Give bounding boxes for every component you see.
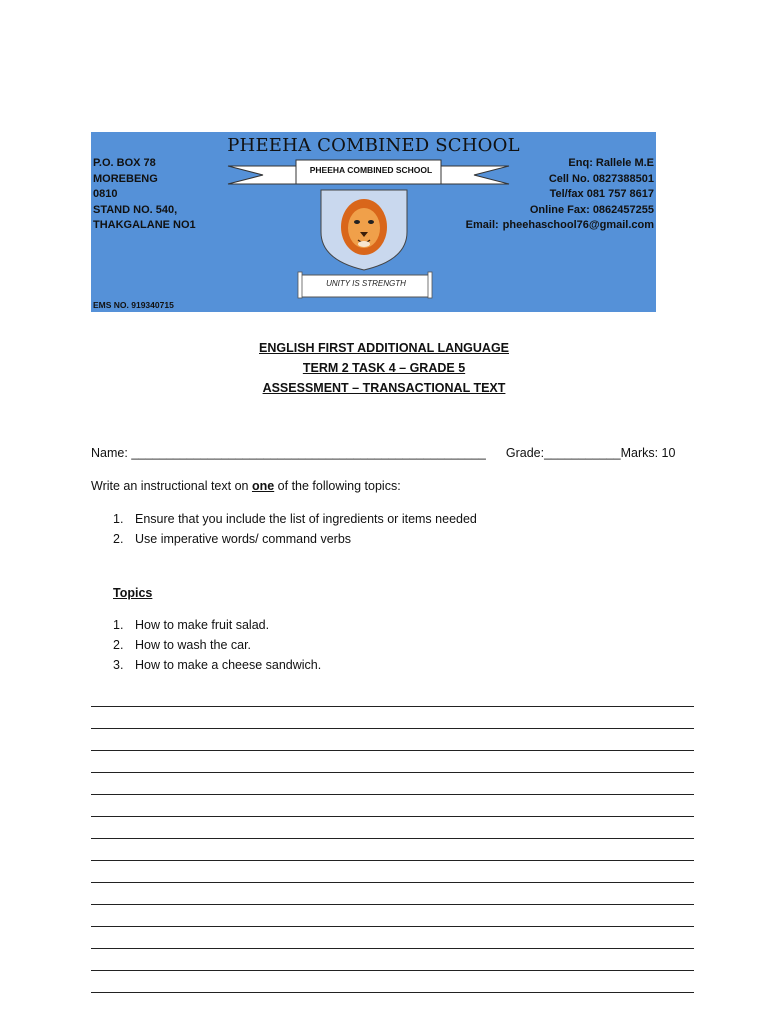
subject-heading: ENGLISH FIRST ADDITIONAL LANGUAGE [259,341,509,355]
student-details-row [91,446,675,460]
ems-number: EMS NO. 919340715 [93,300,174,310]
school-letterhead [91,132,656,312]
topic-item [113,658,321,672]
instruction-before: Write an instructional text on [91,479,252,493]
address-line: P.O. BOX 78 [93,157,156,169]
writing-line[interactable] [91,860,694,861]
name-label: Name: [91,446,128,460]
topic-text: How to make fruit salad. [135,618,270,632]
writing-line[interactable] [91,772,694,773]
school-title: PHEEHA COMBINED SCHOOL [227,135,520,156]
grade-field[interactable]: ___________ [544,446,621,460]
contact-line: Online Fax: 0862457255 [529,203,654,216]
marks-label: Marks: 10 [620,446,676,460]
writing-line[interactable] [91,728,694,729]
writing-line[interactable] [91,992,694,993]
list-number: 1. [113,618,124,632]
writing-line[interactable] [91,750,694,751]
school-address [93,156,196,234]
instruction-text [91,479,401,493]
term-heading: TERM 2 TASK 4 – GRADE 5 [302,361,466,375]
topic-item [113,638,251,652]
address-line: THAKGALANE NO1 [93,219,196,231]
writing-line[interactable] [91,816,694,817]
email-line [466,218,654,234]
school-contact [466,156,654,234]
grade-label: Grade: [505,446,545,460]
topic-text: How to wash the car. [135,638,252,652]
list-item [113,512,477,526]
list-number: 2. [113,638,124,652]
list-number: 3. [113,658,124,672]
list-text: Use imperative words/ command verbs [135,532,352,546]
lion-icon [341,199,387,255]
email-address: pheehaschool76@gmail.com [502,219,654,231]
ribbon-school-name: PHEEHA COMBINED SCHOOL [309,165,433,175]
writing-line[interactable] [91,838,694,839]
list-item [113,532,351,546]
topics-heading: Topics [113,586,153,600]
address-line: MOREBENG [93,172,158,185]
instruction-emphasis: one [251,479,275,493]
address-line: 0810 [93,188,118,200]
assessment-heading: ASSESSMENT – TRANSACTIONAL TEXT [262,381,506,395]
list-text: Ensure that you include the list of ingredients or items needed [135,512,477,526]
writing-line[interactable] [91,970,694,971]
school-motto: UNITY IS STRENGTH [326,279,406,288]
writing-line[interactable] [91,706,694,707]
writing-line[interactable] [91,794,694,795]
list-number: 2. [113,532,124,546]
name-field[interactable]: ___________________________________________________ [131,446,486,460]
topic-item [113,618,269,632]
address-line: STAND NO. 540, [93,203,178,216]
list-number: 1. [113,512,124,526]
topic-text: How to make a cheese sandwich. [135,658,322,672]
writing-line[interactable] [91,926,694,927]
instruction-after: of the following topics: [274,479,401,493]
contact-line: Cell No. 0827388501 [548,172,654,185]
writing-line[interactable] [91,948,694,949]
email-label: Email: [465,219,499,231]
writing-line[interactable] [91,882,694,883]
contact-line: Enq: Rallele M.E [568,157,654,169]
contact-line: Tel/fax 081 757 8617 [549,188,654,200]
writing-line[interactable] [91,904,694,905]
